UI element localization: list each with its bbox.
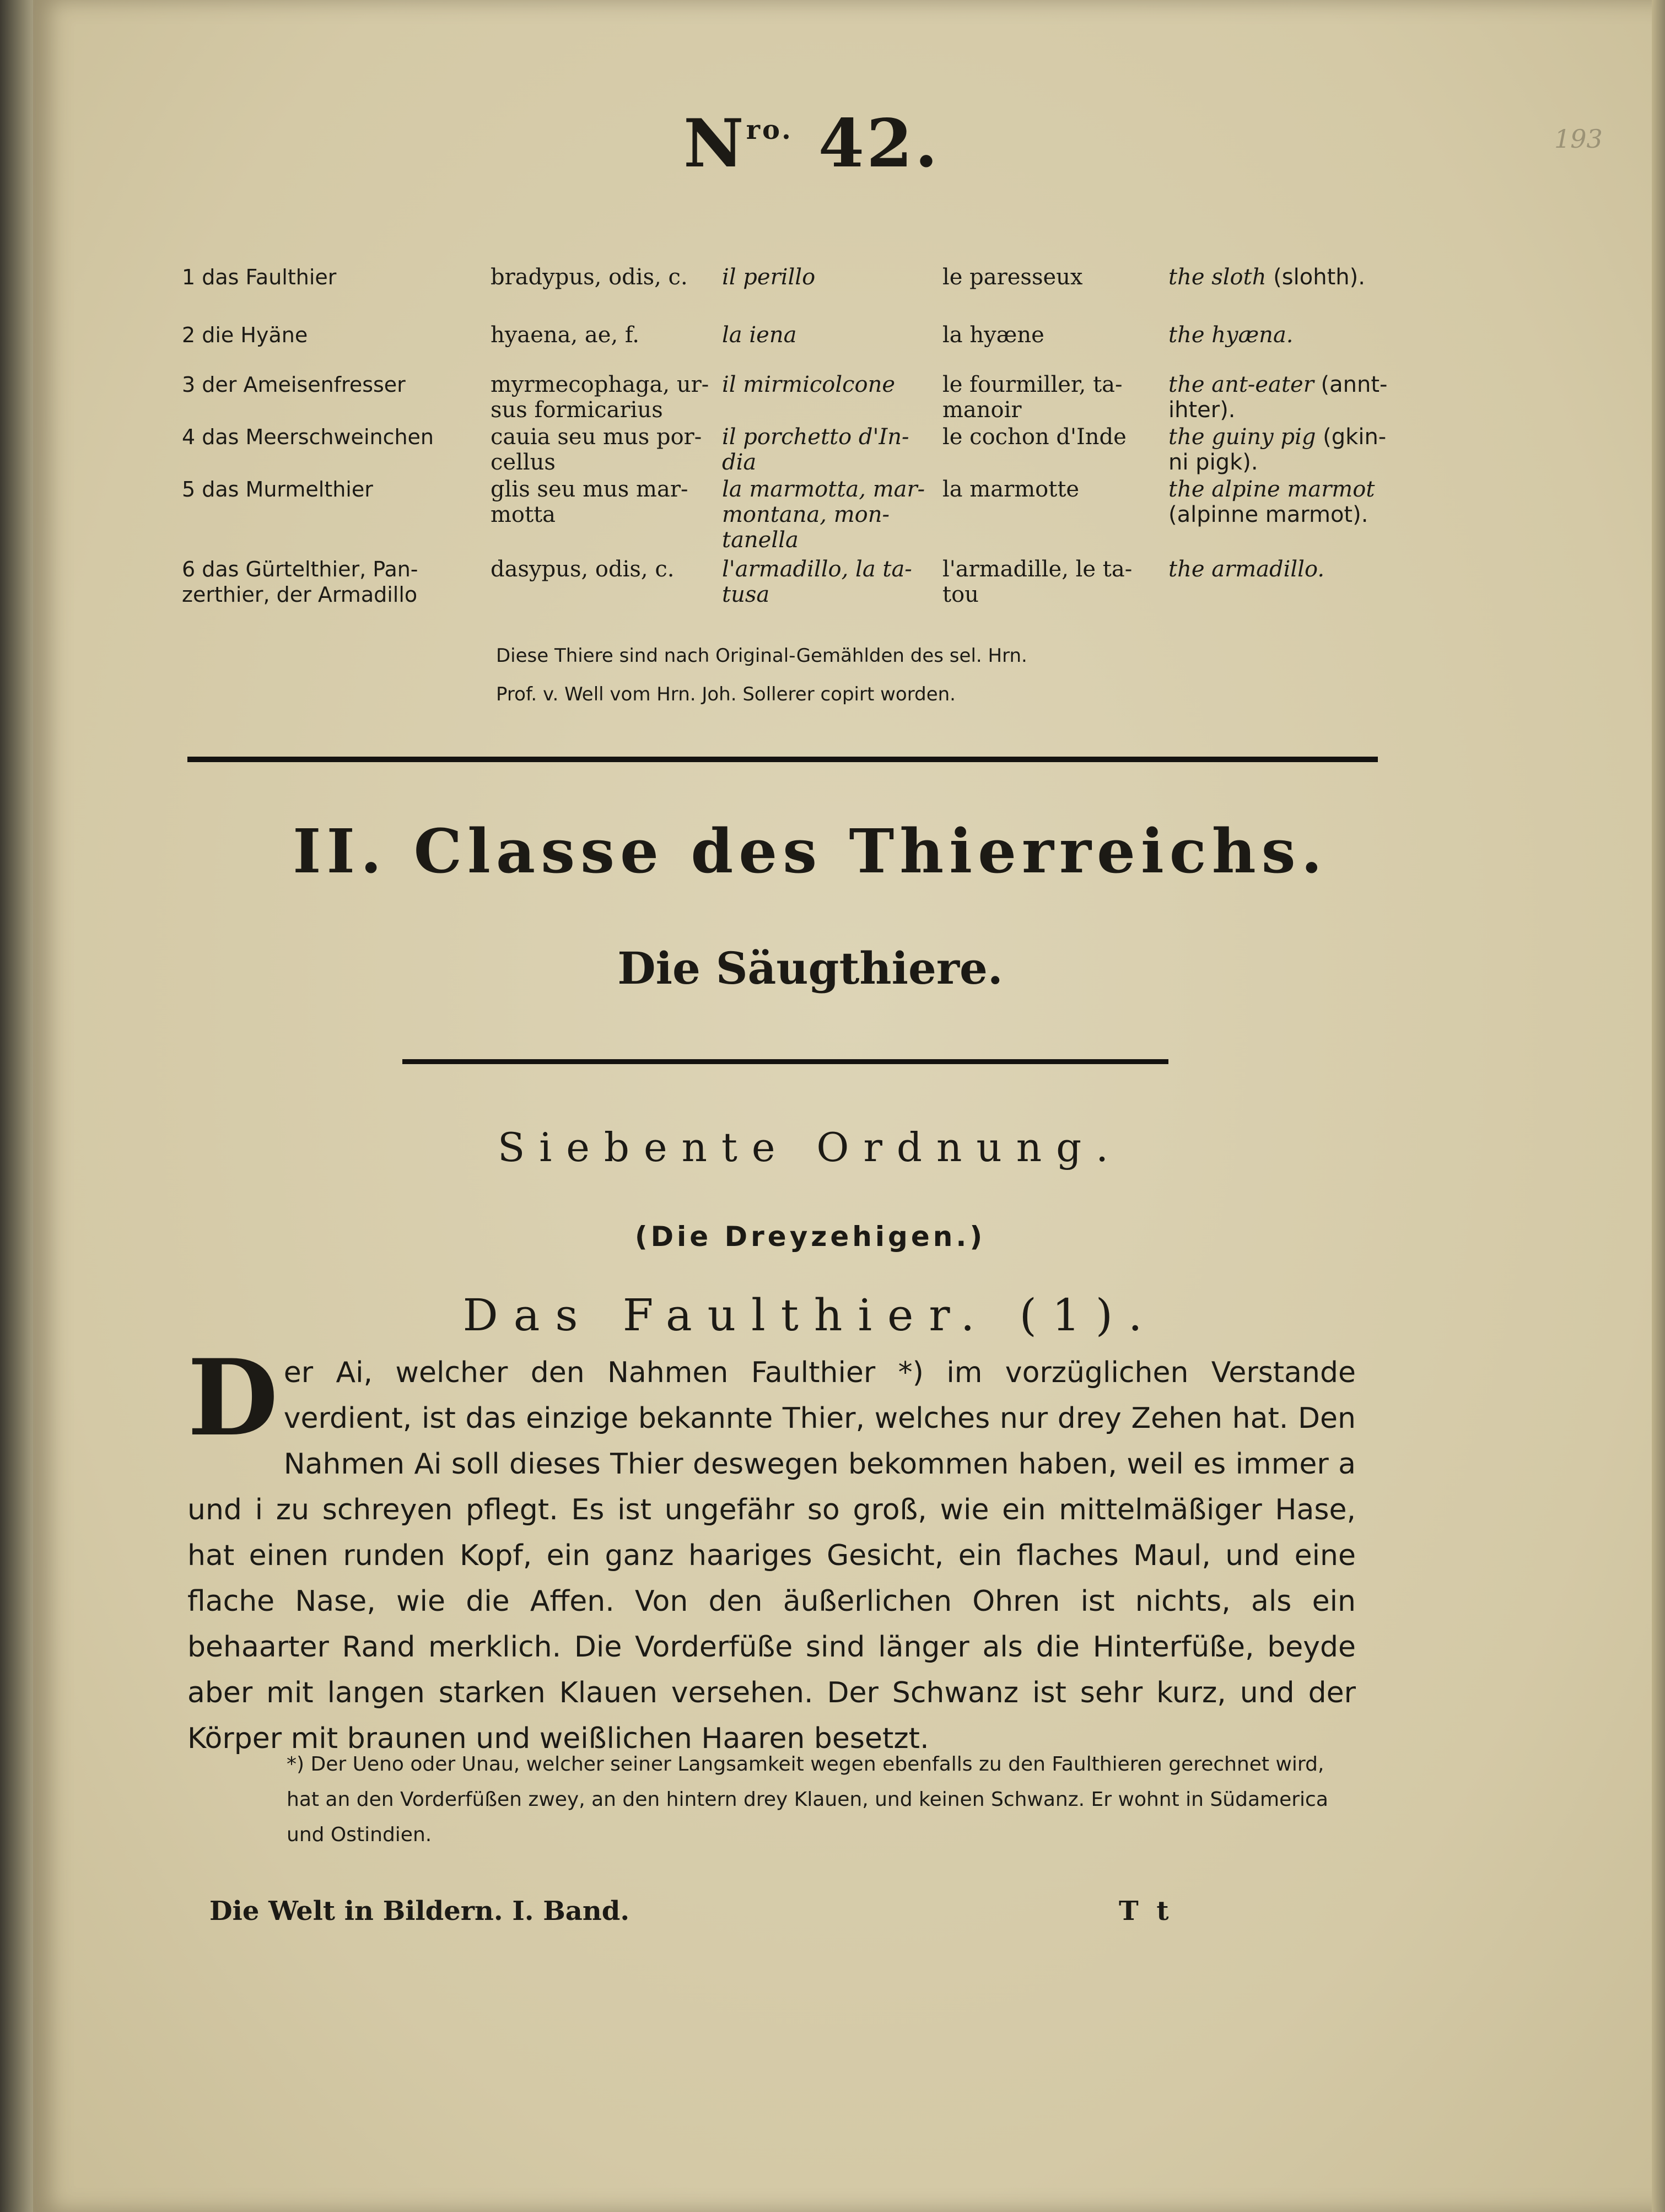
vocab-italian: il perillo [722, 265, 816, 290]
vocab-italian: il mirmicolcone [722, 372, 896, 397]
vocab-english-word: the armadillo. [1168, 557, 1325, 582]
footer-signature: T t [1119, 1896, 1173, 1927]
vocab-english-pronunciation: (gkin- ni pigk). [1168, 424, 1387, 475]
vocab-german: 6 das Gürtelthier, Pan- zerthier, der Armadillo [182, 557, 418, 607]
vocab-english [1168, 265, 1394, 290]
section-divider [187, 757, 1378, 762]
page-edge [1652, 0, 1665, 2212]
vocab-english [1168, 372, 1394, 423]
vocab-english-pronunciation: (alpinne marmot). [1168, 502, 1368, 527]
vocab-latin: hyaena, ae, f. [491, 322, 639, 348]
class-title: II. Classe des Thierreichs. [293, 816, 1328, 887]
vocab-english-word: the ant-eater [1168, 372, 1314, 397]
order-subtitle: (Die Dreyzehigen.) [634, 1221, 986, 1253]
footer-book-title: Die Welt in Bildern. I. Band. [209, 1896, 630, 1927]
vocab-latin: dasypus, odis, c. [491, 557, 675, 582]
credit-line-1: Diese Thiere sind nach Original-Gemählden des sel. Hrn. [496, 645, 1027, 667]
vocab-german: 4 das Meerschweinchen [182, 425, 434, 449]
plate-number: 42. [818, 105, 940, 182]
plate-number-sup: ro. [746, 115, 793, 145]
body-text: er Ai, welcher den Nahmen Faulthier *) im vorzüglichen Verstande verdient, ist das einzige bekannte Thier, welches nur drey Zehen hat. Den Nahmen Ai soll dieses Thier deswegen bekommen haben, weil es immer a und i zu schreyen pflegt. Es ist ungefähr so groß, wie ein mittelmäßiger Hase, hat einen runden Kopf, ein ganz haariges Gesicht, ein flaches Maul, und eine flache Nase, wie die Affen. Von den äußerlichen Ohren ist nichts, als ein behaarter Rand merklich. Die Vorderfüße sind länger als die Hinterfüße, beyde aber mit langen starken Klauen versehen. Der Schwanz ist sehr kurz, und der Körper mit braunen und weißlichen Haaren besetzt. [187, 1356, 1356, 1755]
vocab-french: le paresseux [942, 265, 1083, 290]
body-paragraph [187, 1336, 1356, 1762]
vocab-german: 1 das Faulthier [182, 265, 337, 289]
vocab-italian: la iena [722, 322, 797, 348]
vocab-latin: cauia seu mus por- cellus [491, 424, 702, 475]
credit-line-2: Prof. v. Well vom Hrn. Joh. Sollerer copirt worden. [496, 683, 956, 705]
footnote: *) Der Ueno oder Unau, welcher seiner Langsamkeit wegen ebenfalls zu den Faulthieren gerechnet wird, hat an den Vorderfüßen zwey, an den hintern drey Klauen, und keinen Schwanz. Er wohnt in Südamerica und Ostindien. [287, 1753, 1328, 1846]
vocab-latin: myrmecophaga, ur- sus formicarius [491, 372, 709, 423]
plate-number-heading [683, 105, 940, 182]
vocab-german: 3 der Ameisenfresser [182, 373, 406, 397]
vocab-latin: bradypus, odis, c. [491, 265, 688, 290]
vocab-english [1168, 477, 1394, 527]
vocab-english-word: the sloth [1168, 265, 1267, 290]
vocab-french: le cochon d'Inde [942, 424, 1127, 450]
vocab-english [1168, 424, 1394, 475]
vocab-italian: la marmotta, mar- montana, mon- tanella [722, 477, 925, 553]
plate-number-prefix: N [683, 105, 746, 182]
title-divider [402, 1059, 1168, 1064]
drop-cap: D [187, 1336, 278, 1459]
vocab-english-pronunciation: (slohth). [1266, 265, 1365, 290]
vocab-english-pronunciation: (annt- ihter). [1168, 372, 1388, 423]
animal-title: Das Faulthier. (1). [462, 1290, 1158, 1341]
vocab-english [1168, 557, 1394, 582]
vocab-english-word: the hyæna. [1168, 322, 1294, 348]
vocab-french: la marmotte [942, 477, 1080, 502]
vocab-latin: glis seu mus mar- motta [491, 477, 688, 527]
vocab-french: la hyæne [942, 322, 1044, 348]
page-number: 193 [1554, 124, 1603, 154]
vocab-french: le fourmiller, ta- manoir [942, 372, 1123, 423]
vocab-english-word: the guiny pig [1168, 424, 1316, 450]
vocab-italian: l'armadillo, la ta- tusa [722, 557, 912, 607]
vocab-french: l'armadille, le ta- tou [942, 557, 1133, 607]
order-title: Siebente Ordnung. [497, 1124, 1123, 1170]
vocab-english [1168, 322, 1394, 348]
sub-title: Die Säugthiere. [617, 942, 1003, 994]
book-gutter [0, 0, 33, 2212]
vocab-german: 5 das Murmelthier [182, 477, 373, 501]
vocab-german: 2 die Hyäne [182, 323, 308, 347]
vocab-italian: il porchetto d'In- dia [722, 424, 909, 475]
vocab-english-word: the alpine marmot [1168, 477, 1375, 502]
